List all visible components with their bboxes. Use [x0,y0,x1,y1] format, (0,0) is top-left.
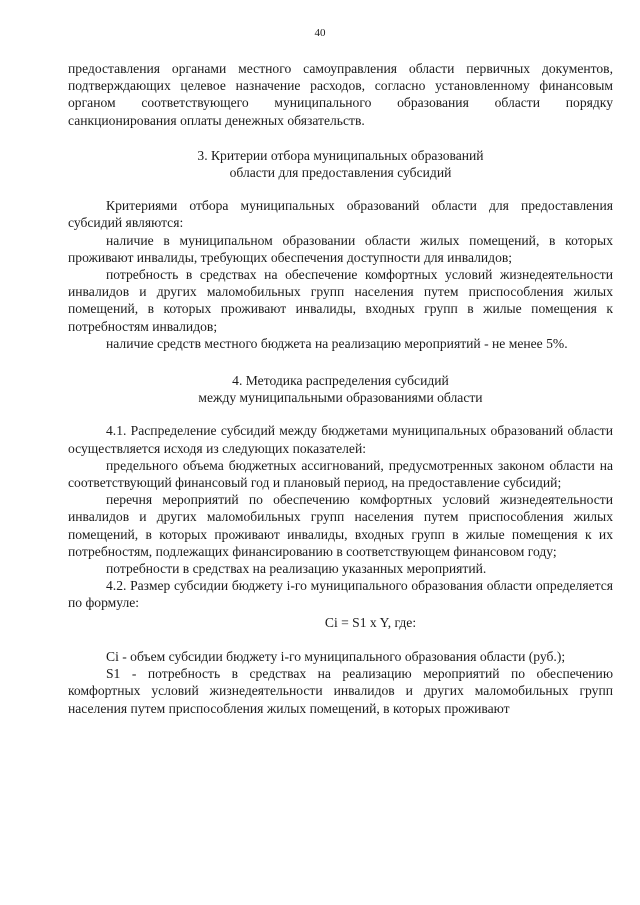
paragraph: 4.2. Размер субсидии бюджету i-го муниципального образования области определяется по формуле: [68,578,613,611]
document-body [68,60,613,717]
section-4-heading-line-2: между муниципальными образованиями области [198,390,483,406]
section-3-heading-line-1: 3. Критерии отбора муниципальных образований [197,147,484,163]
paragraph: предельного объема бюджетных ассигнований, предусмотренных законом области на соответствующий финансовый год и плановый период, на предоставление субсидий; [68,457,613,491]
paragraph: наличие средств местного бюджета на реализацию мероприятий - не менее 5%. [106,335,568,351]
section-4-heading-line-1: 4. Методика распределения субсидий [232,373,449,389]
section-4-heading [68,372,613,406]
section-3-heading [68,147,613,181]
formula: Ci = S1 x Y, где: [324,614,417,630]
paragraph: потребность в средствах на обеспечение комфортных условий жизнедеятельности инвалидов и других маломобильных групп населения путем приспособления жилых помещений, в которых проживают инвалиды, входных групп в жилые помещения к потребностям инвалидов; [68,267,613,334]
spacer [68,631,613,648]
section-3-heading-line-2: области для предоставления субсидий [229,165,452,181]
paragraph: S1 - потребность в средствах на реализацию мероприятий по обеспечению комфортных условий жизнедеятельности инвалидов и других маломобильных групп населения путем приспособления жилых помещений, в которых проживают [68,666,613,716]
paragraph: потребности в средствах на реализацию указанных мероприятий. [106,561,487,577]
page-number: 40 [314,27,326,39]
paragraph: предоставления органами местного самоуправления области первичных документов, подтверждающих целевое назначение расходов, согласно установленному финансовым органом соответствующего муниципального образования области порядку санкционирования оплаты денежных обязательств. [68,61,613,128]
paragraph: Критериями отбора муниципальных образований области для предоставления субсидий являются: [68,198,613,231]
paragraph: наличие в муниципальном образовании области жилых помещений, в которых проживают инвалиды, требующих обеспечения доступности для инвалидов; [68,232,613,265]
paragraph: 4.1. Распределение субсидий между бюджетами муниципальных образований области осуществляется исходя из следующих показателей: [68,423,613,456]
paragraph: Ci - объем субсидии бюджету i-го муниципального образования области (руб.); [106,648,566,664]
paragraph: перечня мероприятий по обеспечению комфортных условий жизнедеятельности инвалидов и других маломобильных групп населения путем приспособления жилых помещений, в которых проживают инвалиды, входных групп в жилые помещения к их потребностям, подлежащих финансированию в соответствующем финансовом году; [68,492,613,559]
